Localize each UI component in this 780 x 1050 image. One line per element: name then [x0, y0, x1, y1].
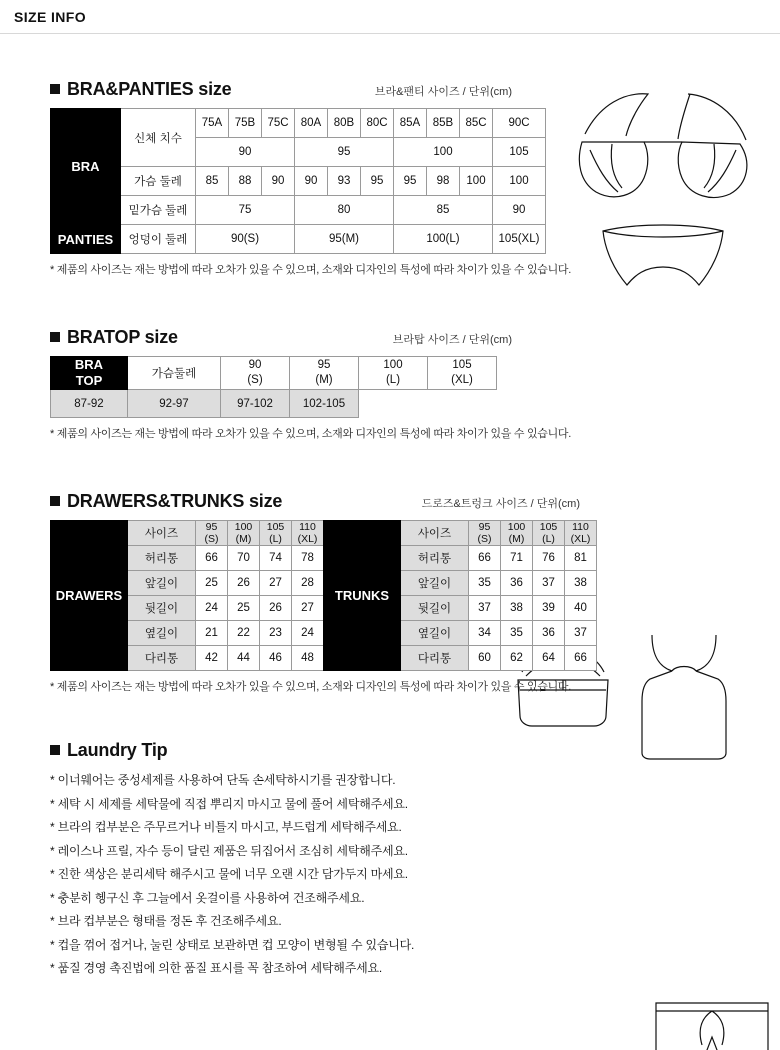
bra-body-group: 105 — [493, 138, 546, 167]
trunks-value-cell: 66 — [565, 646, 597, 671]
bra-row-label: BRA — [51, 109, 121, 225]
size-alpha: (S) — [204, 533, 219, 545]
bra-section-title: BRA&PANTIES size — [67, 79, 232, 99]
panties-size-cell: 100(L) — [394, 225, 493, 254]
trunks-value-cell: 34 — [469, 621, 501, 646]
bratop-range-cell: 102-105 — [290, 390, 359, 418]
table-row — [51, 357, 497, 390]
bullet-square-icon — [50, 84, 60, 94]
list-item: * 충분히 헹구신 후 그늘에서 옷걸이를 사용하여 건조해주세요. — [50, 890, 365, 905]
size-num: 95 — [478, 521, 491, 533]
table-row — [51, 196, 546, 225]
size-num: 105 — [266, 521, 285, 533]
drawers-value-cell: 78 — [292, 546, 324, 571]
trunks-value-cell: 40 — [565, 596, 597, 621]
drawers-value-cell: 44 — [228, 646, 260, 671]
drawers-value-cell: 23 — [260, 621, 292, 646]
bratop-size-num: 95 — [317, 359, 331, 371]
size-num: 110 — [572, 521, 589, 533]
drawers-value-cell: 46 — [260, 646, 292, 671]
list-item: * 세탁 시 세제를 세탁물에 직접 뿌리지 마시고 물에 풀어 세탁해주세요. — [50, 796, 408, 811]
trunks-size-table — [323, 520, 597, 671]
trunks-value-cell: 37 — [533, 571, 565, 596]
trunks-size-cell — [565, 521, 597, 546]
drawers-size-cell — [196, 521, 228, 546]
bra-size-cell: 80A — [295, 109, 328, 138]
drawers-row-label-cell: 앞길이 — [128, 571, 196, 596]
section-laundry — [0, 694, 780, 976]
drawers-value-cell: 25 — [228, 596, 260, 621]
page-body — [0, 34, 780, 976]
bra-size-cell: 85C — [460, 109, 493, 138]
drawers-row-label-cell: 뒷길이 — [128, 596, 196, 621]
table-row — [51, 390, 497, 418]
panties-size-cell: 90(S) — [196, 225, 295, 254]
bra-body-group: 100 — [394, 138, 493, 167]
bratop-size-alpha: (L) — [385, 374, 401, 386]
bratop-row-label — [51, 357, 128, 390]
bra-bust-cell: 88 — [229, 167, 262, 196]
drawers-value-cell: 48 — [292, 646, 324, 671]
panties-size-cell: 105(XL) — [493, 225, 546, 254]
bra-bust-cell: 85 — [196, 167, 229, 196]
trunks-value-cell: 60 — [469, 646, 501, 671]
bra-bust-cell: 100 — [460, 167, 493, 196]
list-item: * 브라 컵부분은 형태를 정돈 후 건조해주세요. — [50, 914, 282, 928]
drawers-value-cell: 42 — [196, 646, 228, 671]
panties-size-cell: 95(M) — [295, 225, 394, 254]
bra-size-cell: 75B — [229, 109, 262, 138]
laundry-section-heading — [0, 740, 780, 761]
bra-size-cell: 80C — [361, 109, 394, 138]
trunks-row-label-cell: 허리통 — [401, 546, 469, 571]
list-item: * 이너웨어는 중성세제를 사용하여 단독 손세탁하시기를 권장합니다. — [50, 773, 396, 787]
trunks-value-cell: 35 — [501, 621, 533, 646]
bratop-unit-note: 브라탑 사이즈 / 단위(cm) — [392, 334, 512, 346]
bratop-size-table — [50, 356, 497, 418]
table-row — [51, 167, 546, 196]
drawers-trunks-tables — [50, 520, 780, 671]
table-row — [51, 225, 546, 254]
bullet-square-icon — [50, 745, 60, 755]
bra-underbust-label: 밑가슴 둘레 — [121, 196, 196, 225]
laundry-section-title: Laundry Tip — [67, 740, 168, 760]
bratop-size-alpha: (XL) — [451, 374, 473, 386]
trunks-size-cell — [533, 521, 565, 546]
bra-size-cell: 80B — [328, 109, 361, 138]
section-bra-panties — [0, 34, 780, 277]
size-num: 110 — [299, 521, 316, 533]
bra-section-heading — [0, 79, 512, 100]
drawers-value-cell: 27 — [292, 596, 324, 621]
table-row — [51, 109, 546, 138]
bratop-size-cell — [290, 357, 359, 390]
trunks-value-cell: 36 — [533, 621, 565, 646]
trunks-row-label: TRUNKS — [324, 521, 401, 671]
bratop-size-alpha: (S) — [247, 374, 263, 386]
bratop-range-cell: 87-92 — [51, 390, 128, 418]
size-num: 100 — [234, 521, 253, 533]
bra-underbust-group: 80 — [295, 196, 394, 225]
bratop-size-cell — [359, 357, 428, 390]
bratop-size-cell — [221, 357, 290, 390]
drawers-value-cell: 66 — [196, 546, 228, 571]
drawers-value-cell: 28 — [292, 571, 324, 596]
drawers-size-table — [50, 520, 324, 671]
size-alpha: (M) — [508, 533, 525, 545]
bra-bust-cell: 95 — [394, 167, 427, 196]
bratop-measure-label: 가슴둘레 — [128, 357, 221, 390]
drawers-value-cell: 26 — [260, 596, 292, 621]
bratop-size-num: 105 — [452, 359, 472, 371]
size-alpha: (L) — [269, 533, 282, 545]
bra-body-group: 90 — [196, 138, 295, 167]
drawers-size-label: 사이즈 — [128, 521, 196, 546]
trunks-value-cell: 66 — [469, 546, 501, 571]
list-item: * 컵을 꺾어 접거나, 눌린 상태로 보관하면 컵 모양이 변형될 수 있습니다. — [50, 937, 415, 952]
drawers-value-cell: 27 — [260, 571, 292, 596]
trunks-value-cell: 64 — [533, 646, 565, 671]
bra-size-cell: 85A — [394, 109, 427, 138]
bra-body-label: 신체 치수 — [121, 109, 196, 167]
drawers-unit-note: 드로즈&트렁크 사이즈 / 단위(cm) — [421, 498, 580, 510]
drawers-value-cell: 70 — [228, 546, 260, 571]
drawers-value-cell: 25 — [196, 571, 228, 596]
trunks-row-label-cell: 뒷길이 — [401, 596, 469, 621]
drawers-size-cell — [292, 521, 324, 546]
drawers-value-cell: 24 — [292, 621, 324, 646]
drawers-size-cell — [228, 521, 260, 546]
size-alpha: (L) — [542, 533, 555, 545]
page-title: SIZE INFO — [14, 8, 87, 25]
bra-bust-cell: 93 — [328, 167, 361, 196]
list-item: * 브라의 컵부분은 주무르거나 비틀지 마시고, 부드럽게 세탁해주세요. — [50, 820, 402, 834]
bra-bust-cell: 90 — [295, 167, 328, 196]
bratop-size-num: 100 — [383, 359, 403, 371]
bratop-note: * 제품의 사이즈는 재는 방법에 따라 오차가 있을 수 있으며, 소재와 디자인의 특성에 따라 차이가 있을 수 있습니다. — [50, 428, 572, 440]
bra-note: * 제품의 사이즈는 재는 방법에 따라 오차가 있을 수 있으며, 소재와 디자인의 특성에 따라 차이가 있을 수 있습니다. — [50, 264, 572, 276]
drawers-value-cell: 22 — [228, 621, 260, 646]
section-drawers-trunks — [0, 441, 780, 694]
trunks-value-cell: 76 — [533, 546, 565, 571]
drawers-value-cell: 26 — [228, 571, 260, 596]
bratop-section-heading — [0, 327, 512, 348]
bratop-row-label-line1: BRA — [74, 357, 104, 372]
bra-size-cell: 90C — [493, 109, 546, 138]
drawers-illustration-icon — [650, 993, 775, 1050]
bra-bust-cell: 90 — [262, 167, 295, 196]
trunks-value-cell: 35 — [469, 571, 501, 596]
list-item: * 진한 색상은 분리세탁 해주시고 물에 너무 오랜 시간 담가두지 마세요. — [50, 867, 408, 881]
trunks-row-label-cell: 옆길이 — [401, 621, 469, 646]
size-num: 105 — [539, 521, 558, 533]
size-num: 100 — [507, 521, 526, 533]
bra-body-group: 95 — [295, 138, 394, 167]
bratop-range-cell: 97-102 — [221, 390, 290, 418]
bra-bust-label: 가슴 둘레 — [121, 167, 196, 196]
bra-underbust-group: 75 — [196, 196, 295, 225]
trunks-value-cell: 38 — [501, 596, 533, 621]
bra-size-cell: 75C — [262, 109, 295, 138]
bra-underbust-group: 85 — [394, 196, 493, 225]
size-alpha: (S) — [477, 533, 492, 545]
drawers-row-label-cell: 허리통 — [128, 546, 196, 571]
laundry-tip-list — [0, 771, 780, 976]
bratop-size-cell — [428, 357, 497, 390]
panties-row-label: PANTIES — [51, 225, 121, 254]
drawers-row-label-cell: 옆길이 — [128, 621, 196, 646]
size-alpha: (XL) — [570, 533, 591, 545]
bra-underbust-group: 90 — [493, 196, 546, 225]
trunks-row-label-cell: 다리통 — [401, 646, 469, 671]
table-row — [324, 521, 597, 546]
size-alpha: (XL) — [297, 533, 318, 545]
trunks-value-cell: 39 — [533, 596, 565, 621]
drawers-row-label-cell: 다리통 — [128, 646, 196, 671]
bra-bust-cell: 95 — [361, 167, 394, 196]
page-header — [0, 0, 780, 34]
drawers-note: * 제품의 사이즈는 재는 방법에 따라 오차가 있을 수 있으며, 소재와 디자인의 특성에 따라 차이가 있을 수 있습니다. — [50, 681, 572, 693]
drawers-value-cell: 24 — [196, 596, 228, 621]
bullet-square-icon — [50, 332, 60, 342]
trunks-value-cell: 36 — [501, 571, 533, 596]
bratop-range-cell: 92-97 — [128, 390, 221, 418]
bra-unit-note: 브라&팬티 사이즈 / 단위(cm) — [374, 86, 512, 98]
bratop-size-alpha: (M) — [315, 374, 333, 386]
bra-bust-cell: 100 — [493, 167, 546, 196]
list-item: * 레이스나 프릴, 자수 등이 달린 제품은 뒤집어서 조심히 세탁해주세요. — [50, 843, 408, 858]
drawers-size-cell — [260, 521, 292, 546]
bra-bust-cell: 98 — [427, 167, 460, 196]
bra-size-cell: 75A — [196, 109, 229, 138]
trunks-row-label-cell: 앞길이 — [401, 571, 469, 596]
table-row — [51, 521, 324, 546]
bratop-section-title: BRATOP size — [67, 327, 178, 347]
bratop-row-label-line2: TOP — [75, 373, 103, 388]
panties-hip-label: 엉덩이 둘레 — [121, 225, 196, 254]
trunks-value-cell: 81 — [565, 546, 597, 571]
drawers-value-cell: 21 — [196, 621, 228, 646]
trunks-size-label: 사이즈 — [401, 521, 469, 546]
bullet-square-icon — [50, 496, 60, 506]
trunks-size-cell — [469, 521, 501, 546]
trunks-value-cell: 71 — [501, 546, 533, 571]
drawers-section-title: DRAWERS&TRUNKS size — [67, 491, 283, 511]
bra-size-table — [50, 108, 546, 225]
trunks-value-cell: 37 — [565, 621, 597, 646]
drawers-row-label: DRAWERS — [51, 521, 128, 671]
bratop-size-num: 90 — [248, 359, 262, 371]
size-num: 95 — [205, 521, 218, 533]
section-bratop — [0, 277, 780, 441]
trunks-value-cell: 37 — [469, 596, 501, 621]
trunks-size-cell — [501, 521, 533, 546]
drawers-value-cell: 74 — [260, 546, 292, 571]
list-item: * 품질 경영 촉진법에 의한 품질 표시를 꼭 참조하여 세탁해주세요. — [50, 961, 383, 975]
trunks-value-cell: 62 — [501, 646, 533, 671]
size-alpha: (M) — [235, 533, 252, 545]
trunks-value-cell: 38 — [565, 571, 597, 596]
bra-size-cell: 85B — [427, 109, 460, 138]
panties-size-table — [50, 224, 546, 254]
drawers-section-heading — [0, 491, 580, 512]
